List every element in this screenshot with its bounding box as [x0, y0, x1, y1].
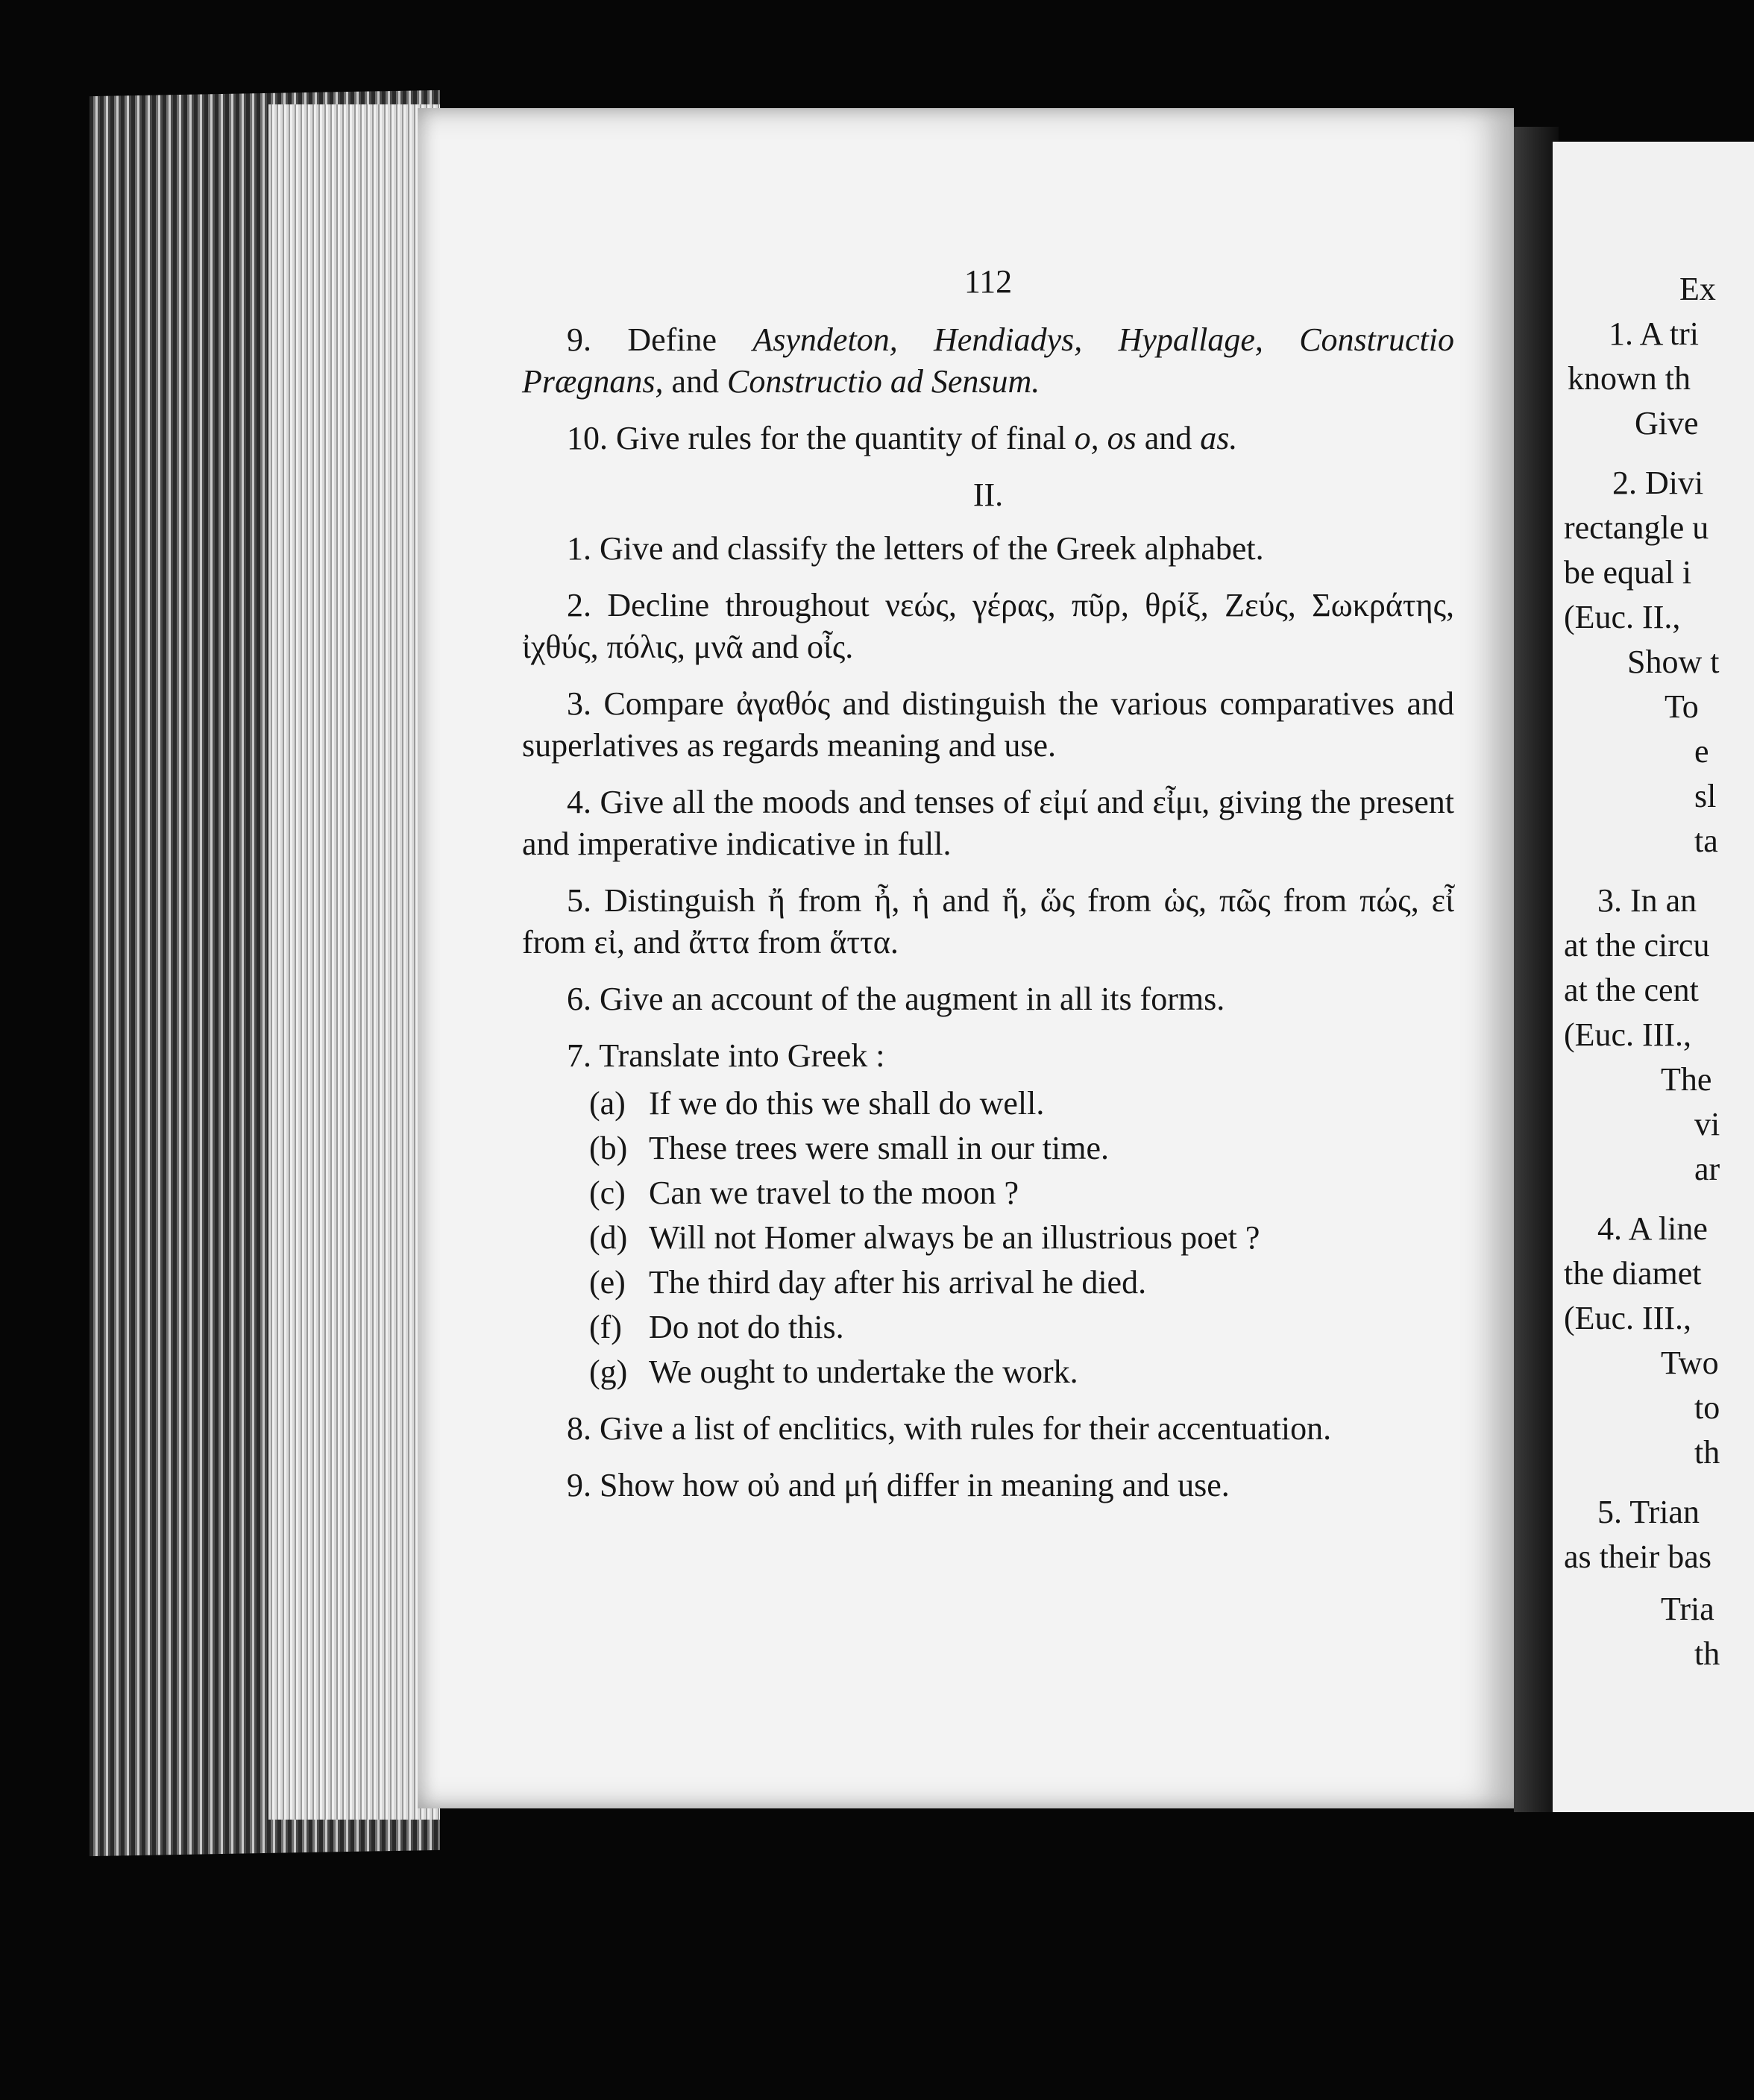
translate-item: (e) The third day after his arrival he died.	[589, 1264, 1147, 1301]
right-page-line: 2. Divi	[1612, 465, 1704, 501]
right-page-line: 1. A tri	[1609, 315, 1700, 352]
translate-item: (d) Will not Homer always be an illustrious poet ?	[589, 1219, 1260, 1256]
right-page-line: known th	[1568, 360, 1691, 397]
right-page-line: at the circu	[1564, 927, 1710, 963]
right-page-line: ar	[1694, 1151, 1720, 1187]
book-gutter	[1514, 127, 1559, 1812]
question-2: 2. Decline throughout νεώς, γέρας, πῦρ, θρίξ, Ζεύς, Σωκράτης, ἰχθύς, πόλις, μνᾶ and οἶς.	[522, 587, 1454, 665]
right-page-line: sl	[1694, 778, 1717, 814]
translate-item: (a) If we do this we shall do well.	[589, 1085, 1045, 1122]
translate-item: (b) These trees were small in our time.	[589, 1130, 1110, 1166]
right-page-line: (Euc. II.,	[1564, 599, 1681, 635]
question-10-part1: 10. Give rules for the quantity of final o, os and as.	[567, 420, 1238, 456]
right-page-line: at the cent	[1564, 972, 1699, 1008]
right-page-line: be equal i	[1564, 554, 1692, 591]
question-9-part1: 9. Define Asyndeton, Hendiadys, Hypallage, Constructio Prægnans, and Constructio ad Sensum.	[522, 321, 1454, 400]
right-page-line: Give	[1635, 405, 1699, 441]
translate-item: (g) We ought to undertake the work.	[589, 1354, 1078, 1390]
right-page-line: Tria	[1661, 1591, 1714, 1627]
question-4: 4. Give all the moods and tenses of εἰμί and εἶμι, giving the present and imperative indicative in full.	[522, 784, 1454, 862]
right-page-line: vi	[1694, 1106, 1720, 1142]
right-page-line: to	[1694, 1389, 1720, 1426]
right-page	[1553, 142, 1754, 1812]
question-8: 8. Give a list of enclitics, with rules for their accentuation.	[567, 1410, 1332, 1447]
right-page-line: as their bas	[1564, 1538, 1711, 1575]
right-page-line: (Euc. III.,	[1564, 1300, 1692, 1336]
question-5: 5. Distinguish ἤ from ἦ, ἡ and ἥ, ὥς from ὡς, πῶς from πώς, εἶ from εἰ, and ἄττα from ἅττα.	[522, 882, 1455, 961]
right-page-line: 4. A line	[1597, 1210, 1708, 1247]
right-page-line: Show t	[1627, 644, 1720, 680]
question-9: 9. Show how οὐ and μή differ in meaning and use.	[567, 1467, 1230, 1503]
right-page-line: Two	[1661, 1345, 1719, 1381]
right-page-line: the diamet	[1564, 1255, 1702, 1292]
right-page-line: 5. Trian	[1597, 1494, 1700, 1530]
right-page-line: To	[1665, 688, 1699, 725]
left-page-text	[522, 261, 1454, 1521]
right-page-line: e	[1694, 733, 1709, 770]
translate-item: (f) Do not do this.	[589, 1309, 844, 1345]
translate-list	[522, 1083, 1454, 1393]
question-3: 3. Compare ἀγαθός and distinguish the various comparatives and superlatives as regards meaning and use.	[522, 685, 1454, 764]
question-1: 1. Give and classify the letters of the Greek alphabet.	[567, 530, 1264, 567]
question-6: 6. Give an account of the augment in all its forms.	[567, 981, 1225, 1017]
right-page-line: Ex	[1679, 271, 1716, 307]
page-number: 112	[964, 263, 1013, 300]
right-page-line: The	[1661, 1061, 1712, 1098]
right-page-line: ta	[1694, 823, 1718, 859]
right-page-line: rectangle u	[1564, 509, 1709, 546]
right-page-line: 3. In an	[1597, 882, 1697, 919]
right-page-line: th	[1694, 1434, 1720, 1471]
book-page-edges-inner	[268, 104, 440, 1820]
question-7: 7. Translate into Greek :	[567, 1037, 885, 1074]
right-page-line: (Euc. III.,	[1564, 1016, 1692, 1053]
section-heading: II.	[972, 477, 1004, 513]
right-page-line: th	[1694, 1635, 1720, 1672]
translate-item: (c) Can we travel to the moon ?	[589, 1175, 1019, 1211]
